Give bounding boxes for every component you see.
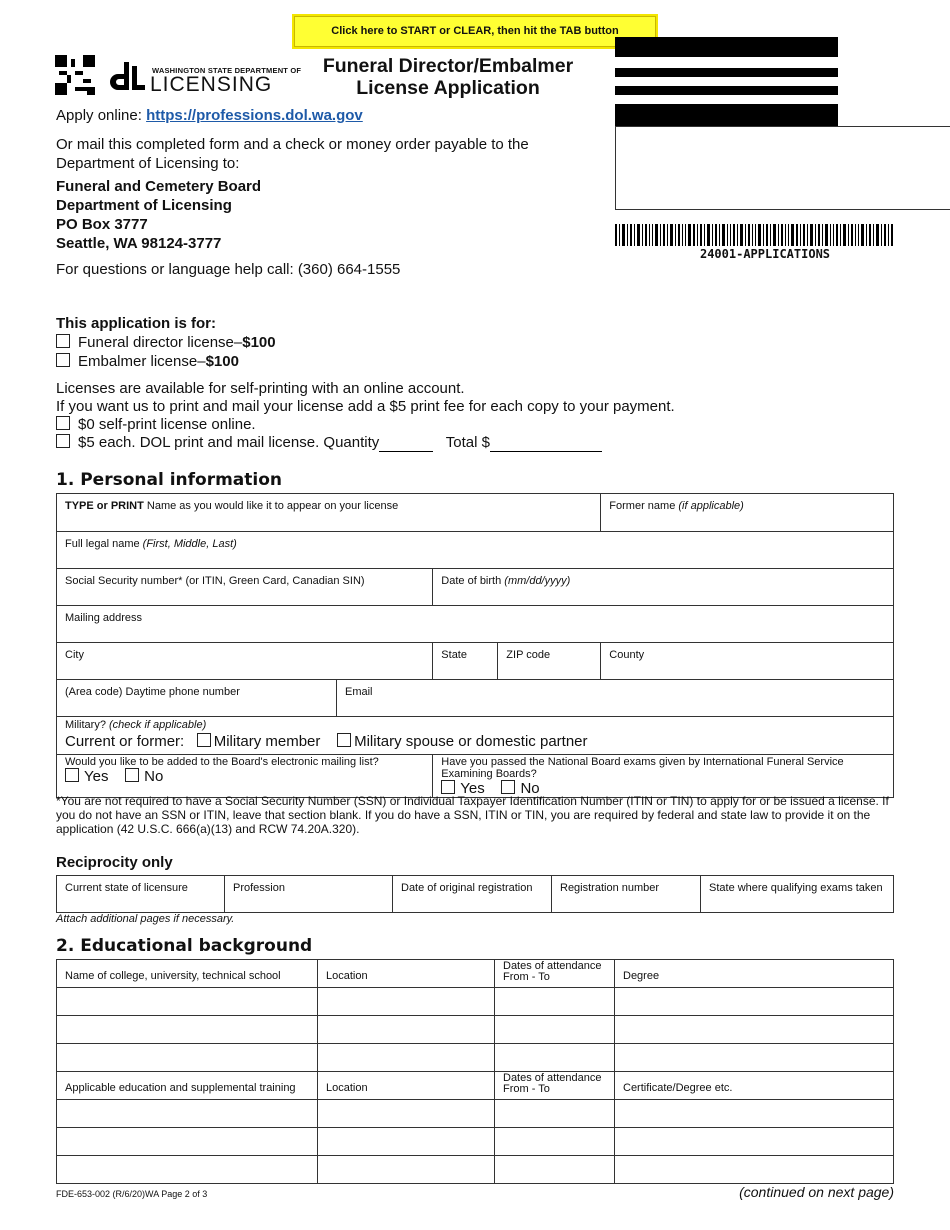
personal-info-table xyxy=(56,493,894,798)
county-field[interactable]: County xyxy=(601,643,894,680)
education-table xyxy=(56,959,894,1184)
edu-col-school: Name of college, university, technical school xyxy=(57,960,318,988)
office-use-box xyxy=(615,126,950,210)
continued-note: (continued on next page) xyxy=(739,1184,894,1200)
profession-field[interactable]: Profession xyxy=(225,876,393,913)
training-col-dates: Dates of attendance From - To xyxy=(495,1072,615,1100)
quantity-field[interactable] xyxy=(379,437,433,452)
current-state-field[interactable]: Current state of licensure xyxy=(57,876,225,913)
state-field[interactable]: State xyxy=(433,643,498,680)
mailing-address-field[interactable]: Mailing address xyxy=(57,606,894,643)
logo-wordmark: LICENSING xyxy=(150,73,273,96)
form-code: FDE-653-002 (R/6/20)WA Page 2 of 3 xyxy=(56,1189,208,1199)
mailing-address-block: Funeral and Cemetery Board Department of Licensing PO Box 3777 Seattle, WA 98124-3777 xyxy=(56,178,262,252)
ssn-disclaimer: *You are not required to have a Social Security Number (SSN) or Individual Taxpayer Identification Number (ITIN or TIN) to apply for or be issued a license. If you do not have an SSN or ITIN, leave that section blank. If you do have a SSN, ITIN or TIN, you are required by federal and state law to provide it on the application (42 U.S.C. 666(a)(13) and RCW 74.20A.320). xyxy=(56,794,889,836)
edu-col-degree: Degree xyxy=(615,960,894,988)
barcode-caption: 24001-APPLICATIONS xyxy=(699,247,831,261)
start-clear-button[interactable]: Click here to START or CLEAR, then hit the TAB button xyxy=(294,16,656,47)
mail-instructions: Or mail this completed form and a check or money order payable to the Department of Licensing to: xyxy=(56,136,529,172)
edu-row[interactable] xyxy=(57,1044,894,1072)
original-registration-date-field[interactable]: Date of original registration xyxy=(393,876,552,913)
print-options-block: Licenses are available for self-printing with an online account. If you want us to print and mail your license add a $5 print fee for each copy to your payment. $0 self-print license online. $5 each. DOL print and mail license. Quantity Total $ xyxy=(56,380,675,451)
training-col-certificate: Certificate/Degree etc. xyxy=(615,1072,894,1100)
mailing-list-yes-checkbox[interactable] xyxy=(65,768,79,782)
training-row[interactable] xyxy=(57,1128,894,1156)
section1-heading: 1. Personal information xyxy=(56,470,283,490)
barcode-icon xyxy=(615,224,893,246)
edu-row[interactable] xyxy=(57,988,894,1016)
national-board-no-checkbox[interactable] xyxy=(501,780,515,794)
self-print-checkbox[interactable] xyxy=(56,416,70,430)
edu-col-dates: Dates of attendance From - To xyxy=(495,960,615,988)
reciprocity-heading: Reciprocity only xyxy=(56,854,173,871)
dob-field[interactable]: Date of birth (mm/dd/yyyy) xyxy=(433,569,894,606)
edu-row[interactable] xyxy=(57,1016,894,1044)
zip-field[interactable]: ZIP code xyxy=(498,643,601,680)
edu-col-location: Location xyxy=(318,960,495,988)
apply-online-line: Apply online: https://professions.dol.wa.gov xyxy=(56,107,363,124)
qr-code-icon xyxy=(55,55,95,95)
training-col-name: Applicable education and supplemental training xyxy=(57,1072,318,1100)
national-board-row: Have you passed the National Board exams given by International Funeral Service Examining Boards? Yes No xyxy=(433,755,894,798)
license-name-field[interactable]: TYPE or PRINT Name as you would like it to appear on your license xyxy=(57,494,601,532)
national-board-yes-checkbox[interactable] xyxy=(441,780,455,794)
apply-online-link[interactable]: https://professions.dol.wa.gov xyxy=(146,107,363,124)
embalmer-checkbox[interactable] xyxy=(56,353,70,367)
mailing-list-row: Would you like to be added to the Board's electronic mailing list? Yes No xyxy=(57,755,433,798)
military-row: Military? (check if applicable) Current or former: Military member Military spouse or domestic partner xyxy=(57,717,894,755)
total-field[interactable] xyxy=(490,437,602,452)
application-for-block: This application is for: Funeral director license–$100 Embalmer license–$100 xyxy=(56,315,276,370)
mailing-list-no-checkbox[interactable] xyxy=(125,768,139,782)
military-spouse-checkbox[interactable] xyxy=(337,733,351,747)
reciprocity-table xyxy=(56,875,894,913)
email-field[interactable]: Email xyxy=(337,680,894,717)
training-col-location: Location xyxy=(318,1072,495,1100)
dol-logo-icon xyxy=(110,58,146,94)
exam-state-field[interactable]: State where qualifying exams taken xyxy=(701,876,894,913)
phone-field[interactable]: (Area code) Daytime phone number xyxy=(57,680,337,717)
military-member-checkbox[interactable] xyxy=(197,733,211,747)
form-title: Funeral Director/Embalmer License Application xyxy=(322,55,574,99)
training-row[interactable] xyxy=(57,1100,894,1128)
attach-note: Attach additional pages if necessary. xyxy=(56,913,235,925)
logo-caption: WASHINGTON STATE DEPARTMENT OF xyxy=(152,66,302,75)
city-field[interactable]: City xyxy=(57,643,433,680)
questions-line: For questions or language help call: (360) 664-1555 xyxy=(56,261,401,278)
training-row[interactable] xyxy=(57,1156,894,1184)
registration-number-field[interactable]: Registration number xyxy=(552,876,701,913)
funeral-director-checkbox[interactable] xyxy=(56,334,70,348)
full-legal-name-field[interactable]: Full legal name (First, Middle, Last) xyxy=(57,532,894,569)
former-name-field[interactable]: Former name (if applicable) xyxy=(601,494,894,532)
dol-print-checkbox[interactable] xyxy=(56,434,70,448)
ssn-field[interactable]: Social Security number* (or ITIN, Green Card, Canadian SIN) xyxy=(57,569,433,606)
section2-heading: 2. Educational background xyxy=(56,936,313,956)
